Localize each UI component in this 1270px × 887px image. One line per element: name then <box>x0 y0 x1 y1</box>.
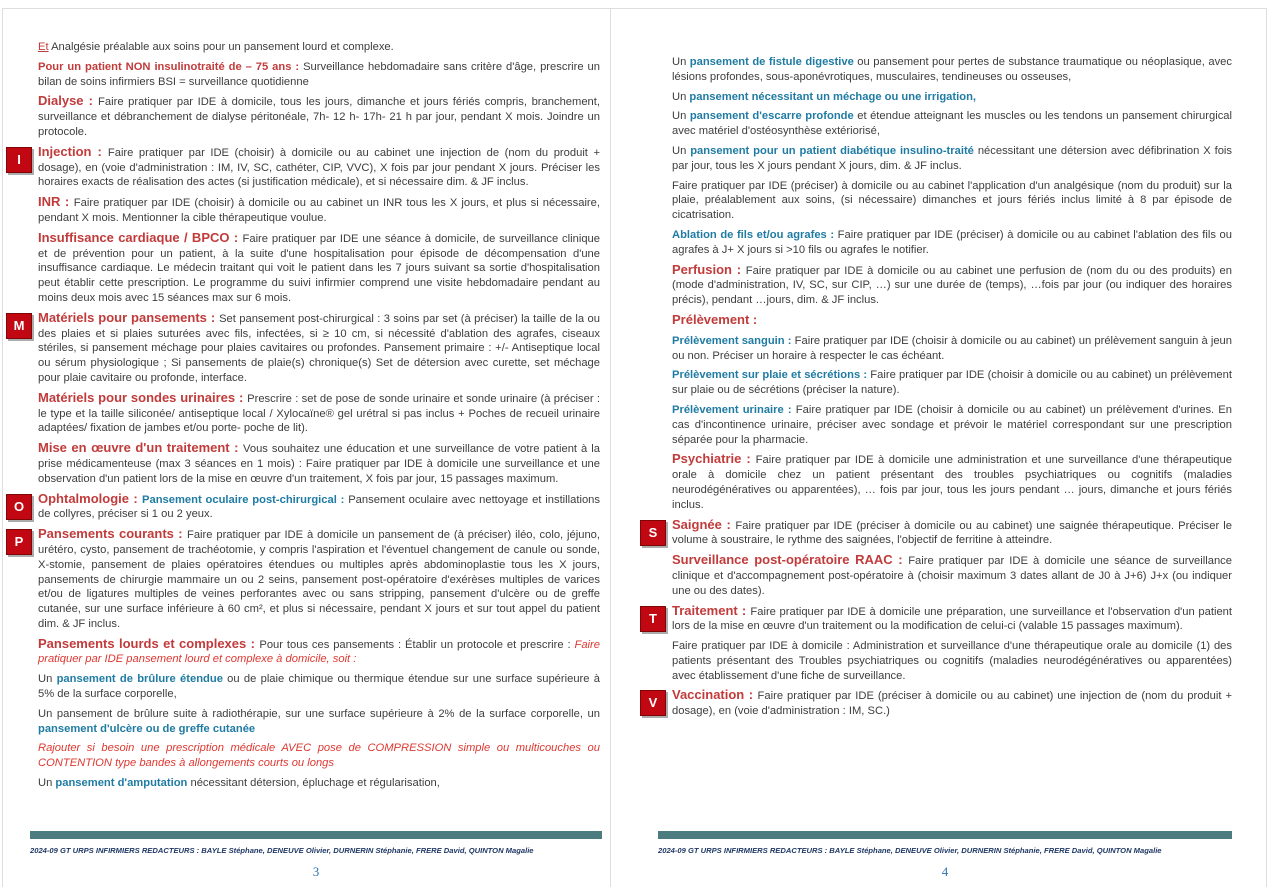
paragraph <box>38 93 604 139</box>
paragraph <box>672 55 1236 85</box>
page-3-footer <box>30 831 602 880</box>
paragraph <box>672 109 1236 139</box>
letter-index-marker: I <box>6 147 32 173</box>
paragraph <box>672 261 1236 308</box>
text-segment: Ophtalmologie : <box>38 490 143 506</box>
entry <box>38 741 604 771</box>
paragraph <box>38 40 600 55</box>
text-segment: Faire pratiquer par IDE (choisir à domicile ou au cabinet) un prélèvement sanguin à jeun ou non. Préciser un horaire à respecter le cas échéant. <box>672 334 1236 362</box>
text-segment: Faire pratiquer par IDE pansement lourd et complexe à domicile, soit : <box>38 638 604 666</box>
entry <box>672 639 1236 683</box>
text-segment: Faire pratiquer par IDE à domicile une administration et une surveillance d'une thérapeutique orale à domicile chez un patient présentant des troubles psychiatriques ou cognitifs (maladies neurodégénératives ou apparentées), … fois par jour, tous les jours pendant … jours, dimanche et jours fériés inclus. <box>672 454 1236 511</box>
text-segment: Un <box>672 144 691 157</box>
text-segment: Matériels pour sondes urinaires : <box>38 389 248 405</box>
text-segment: Prélèvement : <box>672 311 758 327</box>
text-segment: Pour tous ces pansements : Établir un protocole et prescrire : <box>259 638 575 651</box>
paragraph <box>38 776 600 791</box>
text-segment: Faire pratiquer par IDE (préciser à domicile ou au cabinet) une injection de (nom du produit + dosage), en (voie d'administration : IM, SC.) <box>672 690 1236 718</box>
text-segment: Un <box>672 90 690 103</box>
entry <box>672 334 1236 364</box>
text-segment: Ablation de fils et/ou agrafes : <box>672 228 838 241</box>
paragraph <box>672 451 1236 512</box>
paragraph <box>672 334 1236 364</box>
entry <box>672 368 1236 398</box>
text-segment: Faire pratiquer par IDE (choisir) à domicile ou au cabinet un INR tous les X jours, et plus si nécessaire, pendant X mois. Mentionner la cible thérapeutique voulue. <box>38 197 604 224</box>
text-segment: Faire pratiquer par IDE (choisir à domicile ou au cabinet) un prélèvement sur plaie ou de sécrétions (préciser la nature). <box>672 369 1236 397</box>
entry <box>672 552 1236 598</box>
text-segment: Analgésie préalable aux soins pour un pansement lourd et complexe. <box>48 41 394 53</box>
entry <box>672 261 1236 308</box>
text-segment: Faire pratiquer par IDE (choisir) à domicile ou au cabinet une injection de (nom du produit + dosage), en (voie d'administration : IM, IV, SC, cathéter, CIP, VVC), X fois par jour pendant X jours. Préciser les horaires exacts de réalisation des actes (si justification médicale), et si nécessaire dim. & JF inclus. <box>38 146 604 189</box>
text-segment: Prélèvement urinaire : <box>672 403 796 416</box>
text-segment: Matériels pour pansements : <box>38 309 220 325</box>
paragraph <box>672 179 1236 223</box>
text-segment: Surveillance hebdomadaire sans critère d'âge, prescrire un bilan de soins infirmiers BSI = surveillance quotidienne <box>38 60 604 88</box>
entry <box>38 389 604 436</box>
entry <box>672 451 1236 512</box>
entry <box>38 60 604 90</box>
text-segment: ou pansement pour pertes de substance traumatique ou néoplasique, avec lésions profondes, sous-aponévrotiques, musculaires, tendineuses ou osseuses, <box>672 56 1236 83</box>
text-segment: Prescrire : set de pose de sonde urinaire et sonde urinaire (à préciser : le type et la taille siliconée/ antiseptique local / Xylocaïne® gel urétral si pas inclus + Poches de recueil urinaire adaptées/ fixation de jambes et/ou porte- poche de lit). <box>38 392 604 435</box>
paragraph <box>38 194 604 226</box>
text-segment: Faire pratiquer par IDE à domicile ou au cabinet une perfusion de (nom du ou des produits) en (mode d'administration, IV, SC, sur CIP, …) sur une durée de (temps), …fois par jour (ou indiquer des horaires précis), pendant …jours, dim. & JF inclus. <box>672 264 1236 307</box>
paragraph <box>672 687 1236 719</box>
text-segment: pansement de brûlure étendue <box>56 673 223 686</box>
paragraph <box>38 143 604 190</box>
letter-index-marker: P <box>6 529 32 555</box>
text-segment: pansement pour un patient diabétique insulino-traité <box>690 144 974 157</box>
paragraph <box>672 639 1236 683</box>
page-4-footer <box>658 831 1232 880</box>
entry <box>672 144 1236 174</box>
entry <box>672 109 1236 139</box>
text-segment: Un <box>38 673 57 686</box>
entry <box>38 194 604 226</box>
text-segment: Insuffisance cardiaque / BPCO : <box>38 229 243 245</box>
paragraph <box>38 60 604 90</box>
paragraph <box>38 635 604 668</box>
text-segment: pansement d'amputation <box>55 777 188 790</box>
entry-with-letter-marker <box>17 143 604 190</box>
text-segment: Faire pratiquer par IDE (préciser) à domicile ou au cabinet l'application d'un analgésique (nom du produit) sur la plaie, préalablement aux soins, (si nécessaire) dimanches et jours fériés inclus limité à 8 par épisode de cicatrisation. <box>672 179 1236 222</box>
paragraph <box>38 440 604 486</box>
entry-with-letter-marker <box>648 687 1236 719</box>
text-segment: Traitement : <box>672 602 751 618</box>
text-segment: Pansement oculaire avec nettoyage et instillations de collyres, préciser si 1 ou 2 yeux. <box>38 493 604 521</box>
text-segment: Psychiatrie : <box>672 451 756 467</box>
text-segment: Faire pratiquer par IDE à domicile un pansement de (à préciser) iléo, colo, jéjuno, urétéro, cysto, pansement de trachéotomie, y compris l'aspiration et l'éventuel changement de canule ou sonde, X-stomie, pansement de plaies opératoires étendues ou multiples après abdominoplastie tous les X jours, pansements de chirurgie mammaire un ou 2 seins, pansement post-opératoire d'exérèses multiples de varices et/ou de ligatures multiples de veines perforantes avec ou sans stripping, pansement d'ulcère ou de greffe cutanée, sur une surface inférieure à 60 cm², et plus si nécessaire, pendant X jours et sur tout appel du patient dim. & JF inclus. <box>38 529 604 630</box>
letter-index-marker: T <box>640 606 666 632</box>
entry <box>38 440 604 486</box>
paragraph <box>38 490 604 523</box>
text-segment: nécessitant détersion, épluchage et régularisation, <box>187 777 440 790</box>
text-segment: Rajouter si besoin une prescription médicale AVEC pose de COMPRESSION simple ou multicouches ou CONTENTION type bandes à allongements courts ou longs <box>38 742 604 770</box>
entry-with-letter-marker <box>649 602 1236 635</box>
paragraph <box>38 741 604 771</box>
paragraph <box>672 516 1236 549</box>
paragraph <box>38 672 604 702</box>
paragraph <box>38 389 604 436</box>
text-segment: Pansements lourds et complexes : <box>38 635 260 651</box>
text-segment: Vaccination : <box>672 687 758 703</box>
paragraph <box>672 403 1236 447</box>
paragraph <box>672 552 1236 598</box>
page-number: 3 <box>312 864 320 879</box>
text-segment: Faire pratiquer par IDE (choisir à domicile ou au cabinet) un prélèvement d'urines. En cas d'incontinence urinaire, préciser avec sondage et prévoir le matériel correspondant sur une prescription séparée pour la pharmacie. <box>672 403 1236 446</box>
entry <box>672 313 1232 329</box>
text-segment: nécessitant une détersion avec défibrination X fois par jour, tous les X jours pendant X jours, dim. & JF inclus. <box>672 144 1236 172</box>
entry-with-letter-marker <box>648 516 1236 549</box>
page-border-right <box>1266 8 1267 887</box>
entry-with-letter-marker <box>13 309 604 386</box>
entry <box>38 707 604 737</box>
text-segment: Un <box>672 56 690 68</box>
entry <box>38 229 604 306</box>
text-segment: Faire pratiquer par IDE à domicile, tous les jours, dimanche et jours fériés compris, branchement, surveillance et débranchement de dialyse péritonéale, 7h- 12 h- 17h- 21 h par jour, pendant X mois. Joindre un protocole. <box>38 96 604 138</box>
letter-index-marker: V <box>640 690 666 716</box>
page-number: 4 <box>941 864 949 879</box>
text-segment: Un <box>38 777 56 790</box>
text-segment: ou de plaie chimique ou thermique étendue sur une surface supérieure à 5% de la surface corporelle, <box>38 673 604 701</box>
page-border-left <box>2 8 3 887</box>
text-segment: Surveillance post-opératoire RAAC : <box>672 552 909 568</box>
letter-index-marker: O <box>6 494 32 520</box>
text-segment: Mise en œuvre d'un traitement : <box>38 440 243 456</box>
entry <box>672 55 1236 85</box>
text-segment: Faire pratiquer par IDE (préciser à domicile ou au cabinet) une saignée thérapeutique. Préciser le volume à soustraire, le rythme des saignées, l'objectif de ferritine à atteindre. <box>672 519 1236 547</box>
entry-with-letter-marker <box>13 490 604 523</box>
entry <box>38 672 604 702</box>
entry <box>38 776 600 791</box>
entry-with-letter-marker <box>14 526 604 632</box>
text-segment: Faire pratiquer par IDE à domicile une séance de surveillance clinique et d'accompagnement post-opératoire à (choisir maximum 3 dates allant de J0 à J+6) J+x (ou indiquer une ou des dates). <box>672 555 1236 597</box>
paragraph <box>672 602 1236 635</box>
paragraph <box>672 313 1232 329</box>
text-segment: pansement nécessitant un méchage ou une irrigation, <box>689 90 977 103</box>
text-segment: Vous souhaitez une éducation et une surveillance de votre patient à la prise médicamenteuse (max 3 séances en 1 mois) : Faire pratiquer par IDE à domicile une surveillance et une observation d'un patient lors de la mise en œuvre d'un traitement, X fois par jour, 15 passages maximum. <box>38 443 604 485</box>
footer-bar <box>30 831 602 839</box>
text-segment: INR : <box>38 194 74 210</box>
text-segment: Pansements courants : <box>38 526 187 542</box>
text-segment: Set pansement post-chirurgical : 3 soins par set (à préciser) la taille de la ou des plaies et si plaies suturées avec fils, infectées, si ≥ 10 cm, si nécessité d'ablation des agrafes, ciseaux stériles, si pansement méchage pour plaies cavitaires ou profondes. Pansement primaire : +/- Antiseptique local ou sérum physiologique ; Si pansements de plaie(s) chronique(s) Set de détersion avec curette, set méchage pour plaie cavitaire ou profonde, interface. <box>38 312 604 384</box>
letter-index-marker: S <box>640 520 666 546</box>
paragraph <box>672 228 1236 258</box>
entry <box>672 403 1236 447</box>
page-border-top <box>2 8 1267 9</box>
paragraph <box>672 368 1236 398</box>
footer-credits: 2024-09 GT URPS INFIRMIERS REDACTEURS : BAYLE Stéphane, DENEUVE Olivier, DURNERIN Stéphanie, FRERE David, QUINTON Magalie <box>658 846 1162 855</box>
entry <box>672 228 1236 258</box>
text-segment: Faire pratiquer par IDE à domicile : Administration et surveillance d'une thérapeutique orale au domicile (1) des patients présentant des Troubles psychiatriques ou cognitifs (maladies neurodégénératives ou apparentées) avec établissement d'une fiche de surveillance. <box>672 640 1236 682</box>
footer-bar <box>658 831 1232 839</box>
text-segment: pansement d'ulcère ou de greffe cutanée <box>38 722 256 735</box>
paragraph <box>38 526 604 632</box>
text-segment: et étendue atteignant les muscles ou les tendons un pansement chirurgical avec matériel d'ostéosynthèse extériorisé, <box>672 110 1236 138</box>
page-divider <box>610 8 611 887</box>
entry <box>38 93 604 139</box>
text-segment: Injection : <box>38 143 108 159</box>
paragraph <box>38 229 604 306</box>
text-segment: Prélèvement sur plaie et sécrétions : <box>672 369 871 382</box>
text-segment: Pour un patient NON insulinotraité de – 75 ans : <box>38 60 304 73</box>
letter-index-marker: M <box>6 313 32 339</box>
paragraph <box>38 309 604 386</box>
paragraph <box>672 90 1232 105</box>
text-segment: Prélèvement sanguin : <box>672 334 795 347</box>
entry <box>38 40 600 55</box>
footer-credits: 2024-09 GT URPS INFIRMIERS REDACTEURS : BAYLE Stéphane, DENEUVE Olivier, DURNERIN Stéphanie, FRERE David, QUINTON Magalie <box>30 846 534 855</box>
text-segment: Faire pratiquer par IDE une séance à domicile, de surveillance clinique et de prévention pour un patient, à la suite d'une hospitalisation pour épisode de décompensation d'une insuffisance cardiaque. Le médecin traitant qui voit le patient dans les 7 jours suivant sa sortie d'hospitalisation peut établir cette prescription. Le programme du suivi infirmier comprend une visite hebdomadaire pendant au moins deux mois avec 15 séances max sur 6 mois. <box>38 232 604 304</box>
text-segment: Un <box>672 110 690 123</box>
text-segment: pansement d'escarre profonde <box>689 110 854 123</box>
page-4-content <box>648 55 1236 724</box>
text-segment: Faire pratiquer par IDE (préciser) à domicile ou au cabinet l'ablation des fils ou agrafes à J+ X jours si >10 fils ou agrafes le notifier. <box>672 228 1236 256</box>
entry <box>38 635 604 668</box>
text-segment: Dialyse : <box>38 93 99 109</box>
text-segment: Perfusion : <box>672 261 746 277</box>
text-segment: pansement de fistule digestive <box>689 56 854 68</box>
text-segment: Et <box>38 41 49 53</box>
text-segment: Faire pratiquer par IDE à domicile une préparation, une surveillance et l'observation d'un patient lors de la mise en œuvre d'un traitement ou la modification de celui-ci (valable 15 passages maximum). <box>672 605 1236 633</box>
text-segment: Pansement oculaire post-chirurgical : <box>142 493 349 506</box>
entry <box>672 179 1236 223</box>
text-segment: Saignée : <box>672 516 736 532</box>
text-segment: Un pansement de brûlure suite à radiothérapie, sur une surface supérieure à 2% de la surface corporelle, un <box>38 707 604 720</box>
paragraph <box>672 144 1236 174</box>
paragraph <box>38 707 604 737</box>
page-3-content <box>13 40 604 796</box>
entry <box>672 90 1232 105</box>
